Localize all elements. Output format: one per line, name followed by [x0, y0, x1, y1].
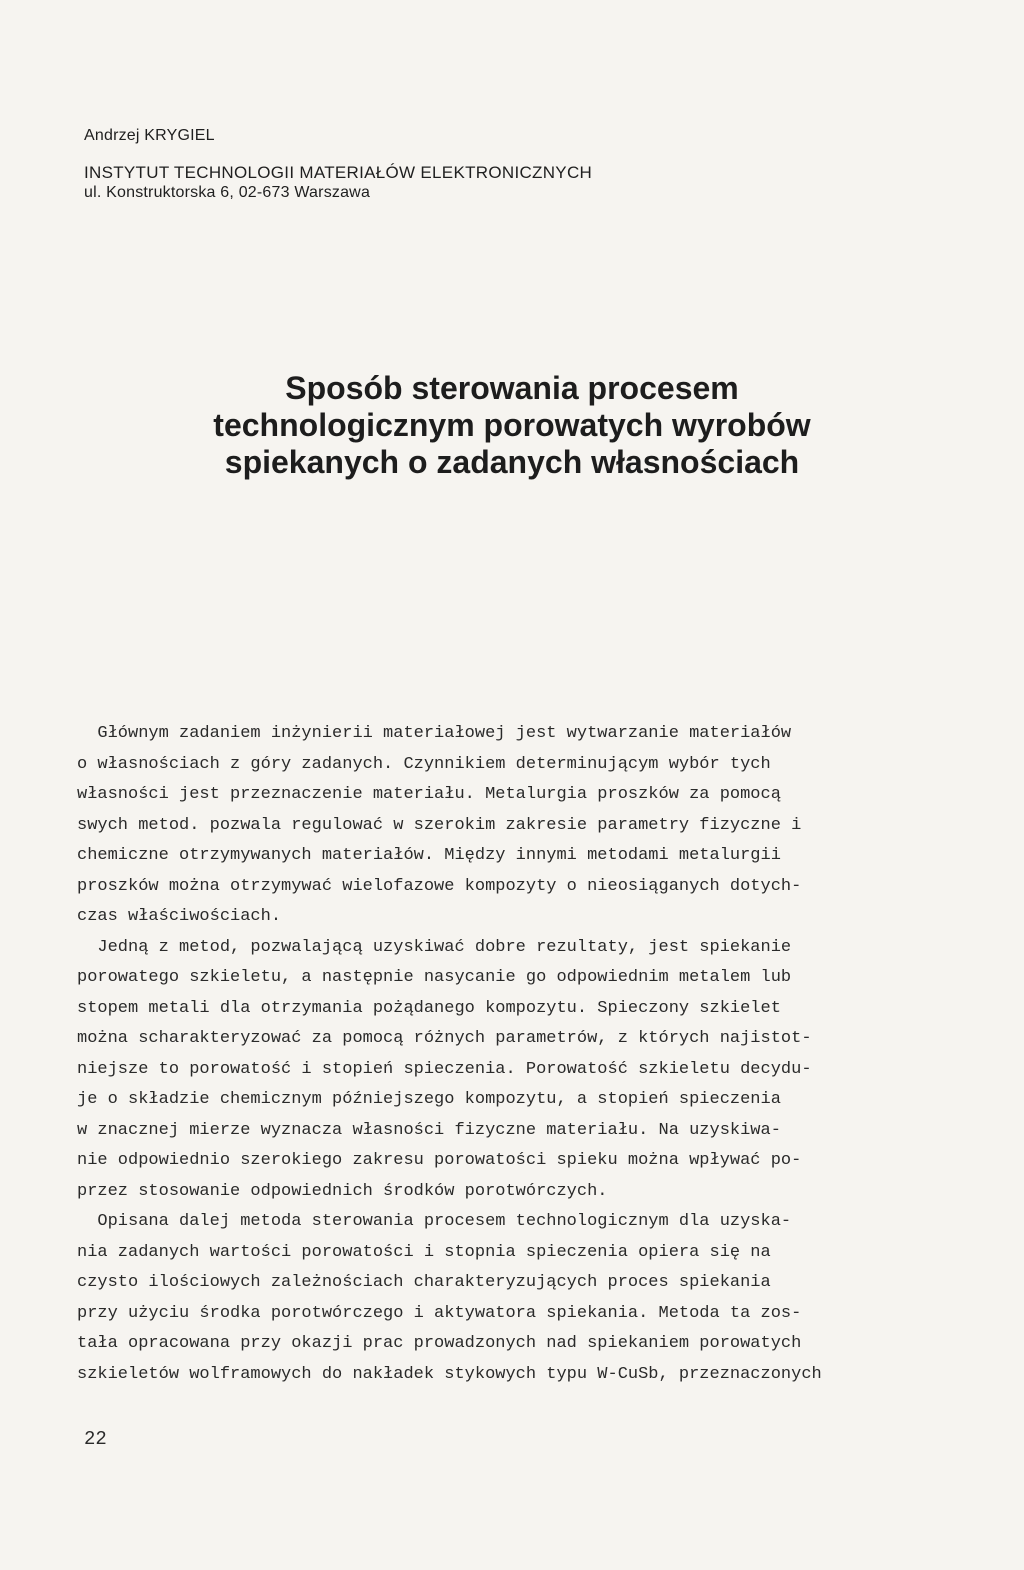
- body-line: nie odpowiednio szerokiego zakresu porowatości spieku można wpływać po-: [77, 1151, 802, 1170]
- title-line: technologicznym porowatych wyrobów: [213, 407, 811, 443]
- institute-name: INSTYTUT TECHNOLOGII MATERIAŁÓW ELEKTRONICZNYCH: [84, 163, 593, 182]
- body-line: je o składzie chemicznym późniejszego kompozytu, a stopień spieczenia: [77, 1090, 781, 1109]
- body-line: Opisana dalej metoda sterowania procesem technologicznym dla uzyska-: [77, 1212, 792, 1231]
- body-line: stopem metali dla otrzymania pożądanego kompozytu. Spieczony szkielet: [77, 998, 781, 1018]
- body-line: przy użyciu środka porotwórczego i aktywatora spiekania. Metoda ta zos-: [77, 1303, 802, 1323]
- author-block: [84, 126, 592, 203]
- institute-address: ul. Konstruktorska 6, 02-673 Warszawa: [84, 184, 371, 201]
- body-text: [77, 719, 982, 1390]
- body-line: Głównym zadaniem inżynierii materiałowej jest wytwarzanie materiałów: [77, 724, 792, 743]
- body-line: o własnościach z góry zadanych. Czynnikiem determinującym wybór tych: [77, 754, 771, 774]
- title-line: spiekanych o zadanych własnościach: [224, 444, 800, 480]
- body-line: porowatego szkieletu, a następnie nasycanie go odpowiednim metalem lub: [77, 968, 792, 987]
- body-line: nia zadanych wartości porowatości i stopnia spieczenia opiera się na: [77, 1242, 771, 1262]
- body-line: w znacznej mierze wyznacza własności fizyczne materiału. Na uzyskiwa-: [77, 1120, 781, 1140]
- body-line: swych metod. pozwala regulować w szerokim zakresie parametry fizyczne i: [77, 815, 802, 835]
- body-line: własności jest przeznaczenie materiału. Metalurgia proszków za pomocą: [77, 785, 781, 804]
- body-line: szkieletów wolframowych do nakładek stykowych typu W-CuSb, przeznaczonych: [77, 1364, 822, 1384]
- article-title: [0, 370, 1024, 481]
- body-line: tała opracowana przy okazji prac prowadzonych nad spiekaniem porowatych: [77, 1334, 802, 1353]
- body-line: niejsze to porowatość i stopień spieczenia. Porowatość szkieletu decydu-: [77, 1059, 812, 1079]
- page-number: 22: [84, 1428, 107, 1450]
- body-line: można scharakteryzować za pomocą różnych parametrów, z których najistot-: [77, 1029, 812, 1048]
- body-line: czysto ilościowych zależnościach charakteryzujących proces spiekania: [77, 1273, 771, 1292]
- title-line: Sposób sterowania procesem: [285, 370, 739, 406]
- body-line: czas właściwościach.: [77, 907, 282, 926]
- author-name: Andrzej KRYGIEL: [84, 127, 215, 144]
- body-line: przez stosowanie odpowiednich środków porotwórczych.: [77, 1181, 608, 1201]
- body-line: chemiczne otrzymywanych materiałów. Między innymi metodami metalurgii: [77, 846, 781, 865]
- body-line: proszków można otrzymywać wielofazowe kompozyty o nieosiąganych dotych-: [77, 876, 802, 896]
- body-line: Jedną z metod, pozwalającą uzyskiwać dobre rezultaty, jest spiekanie: [77, 937, 792, 957]
